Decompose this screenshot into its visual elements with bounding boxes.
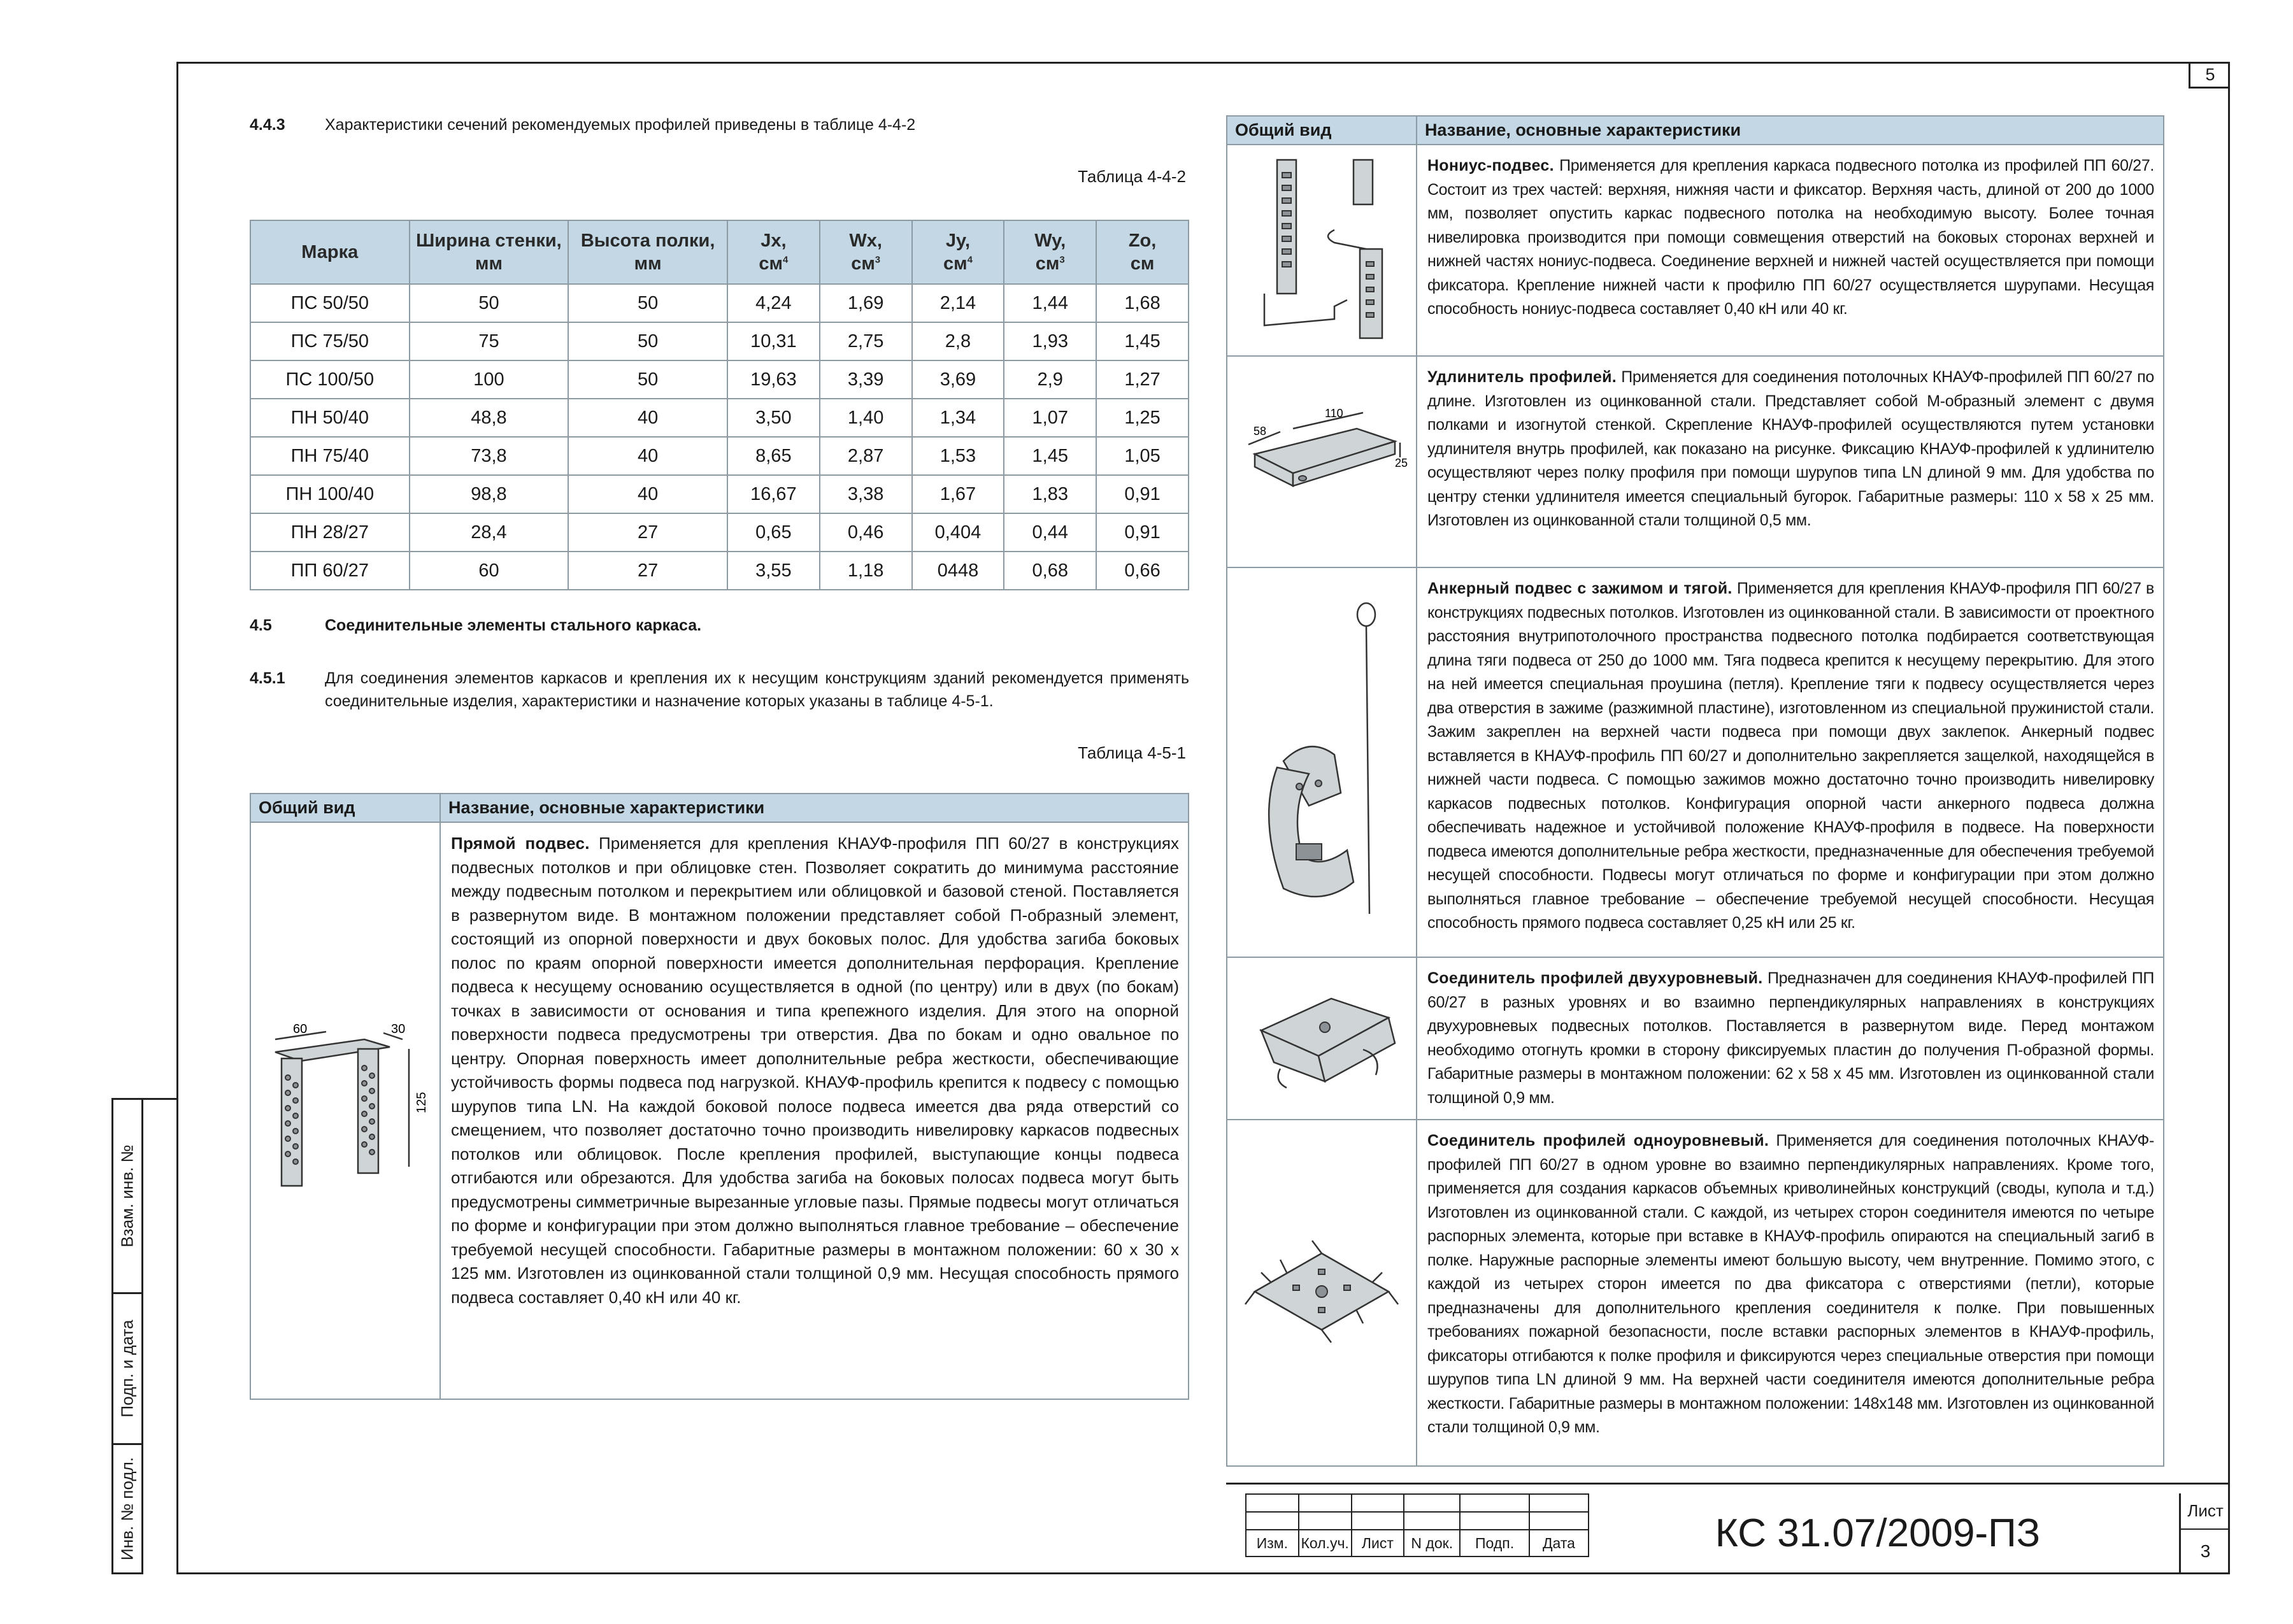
two-level-connector-description: Соединитель профилей двухуровневый. Предназначен для соединения КНАУФ-профилей ПП 60/27 в разных уровнях и во взаимно перпендикулярных направлениях в конструкциях двухуровневых подвесных потолков. Поставляется в развернутом виде. Перед монтажом необходимо отогнуть кромки в сторону фиксируемых пластин до получения П-образной формы. Габаритные размеры в монтажном положении: 62 х 58 х 45 мм. Изготовлен из оцинкованной стали толщиной 0,9 мм. — [1417, 957, 2164, 1120]
table-row — [250, 399, 1189, 437]
table-cell: 48,8 — [410, 399, 569, 437]
table-row — [250, 475, 1189, 513]
table-cell: 0,66 — [1096, 552, 1189, 590]
table-cell: 27 — [568, 513, 727, 552]
table-cell: 1,45 — [1096, 322, 1189, 360]
dim-110: 110 — [1324, 406, 1343, 420]
nonius-hanger-image — [1227, 145, 1417, 356]
col-header: Zo, см — [1096, 220, 1189, 284]
table-cell: 10,31 — [727, 322, 820, 360]
table-cell: 8,65 — [727, 437, 820, 475]
col-header-name: Название, основные характеристики — [440, 794, 1189, 822]
one-level-connector-icon — [1236, 1228, 1408, 1355]
dim-depth: 30 — [390, 1022, 406, 1036]
table-cell: 4,24 — [727, 284, 820, 322]
stamp-header: Изм. — [1246, 1530, 1299, 1556]
stamp-header: Дата — [1529, 1530, 1589, 1556]
table-cell: 40 — [568, 399, 727, 437]
side-stamp-inventory: Инв. № подл. — [111, 1443, 143, 1574]
table-cell: 50 — [410, 284, 569, 322]
extender-description: Удлинитель профилей. Применяется для соединения потолочных КНАУФ-профилей ПП 60/27 по длине. Изготовлен из оцинкованной стали. Представляет собой М-образный элемент с двумя полками и изогнутой стенкой. Скрепление КНАУФ-профилей осуществляются путем установки удлинителя внутрь профилей, как показано на рисунке. Фиксацию КНАУФ-профилей к удлинителю осуществляют через полку профиля при помощи шурупов типа LN длиной 9 мм. Для удобства по центру стенки удлинителя имеется специальный бугорок. Габаритные размеры: 110 х 58 х 25 мм. Изготовлен из оцинкованной стали толщиной 0,5 мм. — [1417, 356, 2164, 567]
table-cell: 2,87 — [820, 437, 912, 475]
table-cell: 1,34 — [912, 399, 1004, 437]
extender-image — [1227, 356, 1417, 567]
two-level-connector-image — [1227, 957, 1417, 1120]
direct-hanger-description: Прямой подвес. Применяется для крепления КНАУФ-профиля ПП 60/27 в конструкциях подвесных потолков и при облицовке стен. Позволяет сократить до минимума расстояние между подвесным потолком и перекрытием или облицовкой и базовой стеной. Поставляется в развернутом виде. В монтажном положении представляет собой П-образный элемент, состоящий из опорной поверхности и двух боковых полос. Для удобства загиба боковых полос по краям опорной поверхности имеется дополнительная перфорация. Крепление подвеса к несущему основанию осуществляется в одной (по центру) или в двух (по бокам) точках в зависимости от основания и типа крепежного изделия. Для этого на опорной поверхности подвеса предусмотрены три отверстия. Два по бокам и одно овальное по центру. Опорная поверхность имеет дополнительные ребра жесткости, обеспечивающие устойчивость формы подвеса под нагрузкой. КНАУФ-профиль крепится к подвесу с помощью шурупов типа LN. На каждой боковой полосе подвеса имеется два ряда отверстий со смещением, что позволяет достаточно точно производить нивелировку каркасов подвесных потолков или облицовок. После крепления профилей, выступающие концы подвеса отгибаются или обрезаются. Для удобства загиба на боковых полосах подвеса могут быть предусмотрены симметричные вырезанные угловые пазы. Прямые подвесы могут отличаться по форме и конфигурации при этом должно выполняться главное требование – обеспечение требуемой несущей способности. Габаритные размеры в монтажном положении: 60 х 30 х 125 мм. Изготовлен из оцинкованной стали толщиной 0,9 мм. Несущая способность прямого подвеса составляет 0,40 кН или 40 кг. — [440, 822, 1189, 1399]
profile-sections-table — [250, 220, 1189, 590]
table-cell: 0448 — [912, 552, 1004, 590]
table-cell: ПН 75/40 — [250, 437, 410, 475]
table-cell: 3,38 — [820, 475, 912, 513]
table-cell: 0,65 — [727, 513, 820, 552]
table-cell: 1,07 — [1004, 399, 1096, 437]
table-cell: 3,69 — [912, 360, 1004, 399]
profile-extender-icon — [1236, 403, 1408, 518]
table-cell: 0,68 — [1004, 552, 1096, 590]
side-stamp-line — [141, 1098, 176, 1100]
col-header-name: Название, основные характеристики — [1417, 116, 2164, 145]
table-cell: 98,8 — [410, 475, 569, 513]
table-cell: 0,46 — [820, 513, 912, 552]
page-number: 5 — [2189, 62, 2230, 89]
sheet-label: Лист — [2181, 1493, 2230, 1530]
table-cell: 1,45 — [1004, 437, 1096, 475]
table-cell: 40 — [568, 475, 727, 513]
direct-hanger-icon — [256, 1014, 434, 1205]
col-header-view: Общий вид — [1227, 116, 1417, 145]
stamp-header: Лист — [1352, 1530, 1404, 1556]
table-cell: 28,4 — [410, 513, 569, 552]
title-block-revisions — [1245, 1493, 1589, 1557]
table-cell: ПН 50/40 — [250, 399, 410, 437]
nonius-hanger-icon — [1239, 147, 1404, 351]
table-cell: 2,9 — [1004, 360, 1096, 399]
table-cell: 1,27 — [1096, 360, 1189, 399]
nonius-hanger-description: Нониус-подвес. Применяется для крепления каркаса подвесного потолка из профилей ПП 60/27. Состоит из трех частей: верхняя, нижняя части и фиксатор. Верхняя часть, длиной от 200 до 1000 мм, позволяет опустить каркас подвесного потолка на необходимую высоту. Более точная нивелировка производится при помощи совмещения отверстий на боковых сторонах верхней и нижней частях нониус-подвеса. Соединение верхней и нижней частей осуществляется при помощи фиксатора. Крепление нижней части к профилю ПП 60/27 осуществляется шурупами. Несущая способность нониус-подвеса составляет 0,40 кН или 40 кг. — [1417, 145, 2164, 356]
col-header: Jy, $см^4$ — [912, 220, 1004, 284]
table-cell: 0,404 — [912, 513, 1004, 552]
stamp-header: N док. — [1404, 1530, 1460, 1556]
table-cell: 50 — [568, 360, 727, 399]
table-cell: 1,53 — [912, 437, 1004, 475]
two-level-connector-icon — [1236, 973, 1408, 1100]
one-level-connector-image — [1227, 1120, 1417, 1466]
table-cell: 3,39 — [820, 360, 912, 399]
table-cell: 40 — [568, 437, 727, 475]
table-cell: ПН 100/40 — [250, 475, 410, 513]
table-cell: 0,44 — [1004, 513, 1096, 552]
col-header: Марка — [250, 220, 410, 284]
table-4-4-2-caption: Таблица 4-4-2 — [1078, 167, 1186, 186]
table-row — [250, 513, 1189, 552]
table-cell: 75 — [410, 322, 569, 360]
table-cell: 50 — [568, 322, 727, 360]
col-header-view: Общий вид — [250, 794, 440, 822]
table-cell: 100 — [410, 360, 569, 399]
col-header: Jx, $см^4$ — [727, 220, 820, 284]
table-cell: 1,05 — [1096, 437, 1189, 475]
table-cell: 1,40 — [820, 399, 912, 437]
table-cell: 0,91 — [1096, 513, 1189, 552]
stamp-header: Кол.уч. — [1299, 1530, 1352, 1556]
table-cell: 2,14 — [912, 284, 1004, 322]
table-cell: 50 — [568, 284, 727, 322]
section-4-4-3: 4.4.3 Характеристики сечений рекомендуемых профилей приведены в таблице 4-4-2 — [250, 116, 916, 134]
table-cell: ПС 75/50 — [250, 322, 410, 360]
table-row — [250, 284, 1189, 322]
table-4-5-1-caption: Таблица 4-5-1 — [1078, 743, 1186, 762]
table-cell: 1,69 — [820, 284, 912, 322]
anchor-hanger-image — [1227, 567, 1417, 957]
table-cell: 1,67 — [912, 475, 1004, 513]
table-cell: 2,8 — [912, 322, 1004, 360]
sheet-box — [2179, 1493, 2230, 1574]
connectors-table-right — [1226, 115, 2164, 1467]
col-header: Wy, $см^3$ — [1004, 220, 1096, 284]
col-header: Высота полки, мм — [568, 220, 727, 284]
col-header: Wx, $см^3$ — [820, 220, 912, 284]
table-cell: 1,83 — [1004, 475, 1096, 513]
table-cell: ПС 50/50 — [250, 284, 410, 322]
direct-hanger-image — [250, 822, 440, 1399]
table-cell: 1,44 — [1004, 284, 1096, 322]
side-stamp-signature: Подп. и дата — [111, 1292, 143, 1445]
section-4-5: 4.5 Соединительные элементы стального каркаса. — [250, 616, 702, 634]
stamp-header: Подп. — [1460, 1530, 1529, 1556]
anchor-hanger-icon — [1239, 595, 1404, 927]
table-cell: 60 — [410, 552, 569, 590]
table-cell: 27 — [568, 552, 727, 590]
table-row — [250, 552, 1189, 590]
dim-25: 25 — [1394, 456, 1408, 469]
side-stamp-replaced: Взам. инв. № — [111, 1098, 143, 1294]
section-4-5-1: 4.5.1 Для соединения элементов каркасов и крепления их к несущим конструкциям зданий рекомендуется применять соединительные изделия, характеристики и назначение которых указаны в таблице 4-5-1. — [250, 669, 1189, 710]
table-cell: ПП 60/27 — [250, 552, 410, 590]
table-cell: 1,18 — [820, 552, 912, 590]
table-cell: 0,91 — [1096, 475, 1189, 513]
dim-width: 60 — [292, 1022, 308, 1036]
sheet-number: 3 — [2200, 1541, 2211, 1561]
col-header: Ширина стенки, мм — [410, 220, 569, 284]
one-level-connector-description: Соединитель профилей одноуровневый. Применяется для соединения потолочных КНАУФ-профилей ПП 60/27 в одном уровне во взаимно перпендикулярных направлениях. Кроме того, применяется для создания каркасов объемных криволинейных конструкций (своды, купола и т.д.) Изготовлен из оцинкованной стали. С каждой, из четырех сторон соединителя имеются по четыре распорных элемента, которые при вставке в КНАУФ-профиль опираются на специальный загиб в полке. Наружные распорные элементы имеют большую высоту, чем внутренние. Помимо этого, с каждой из четырех сторон имеется по два фиксатора с отверстиями (петли), которые предназначены для дополнительного крепления соединителя к полке. При повышенных требованиях пожарной безопасности, после вставки распорных элементов в КНАУФ-профиль, фиксаторы отгибаются к полке профиля и фиксируются через специальные отверстия при помощи шурупов типа LN длиной 9 мм. На верхней части соединителя имеются дополнительные ребра жесткости. Габаритные размеры в монтажном положении: 148х148 мм. Изготовлен из оцинкованной стали толщиной 0,9 мм. — [1417, 1120, 2164, 1466]
dim-height: 125 — [414, 1092, 429, 1113]
dim-58: 58 — [1253, 424, 1266, 438]
table-cell: 1,68 — [1096, 284, 1189, 322]
table-cell: 73,8 — [410, 437, 569, 475]
table-cell: ПН 28/27 — [250, 513, 410, 552]
table-cell: 2,75 — [820, 322, 912, 360]
connectors-table-left — [250, 793, 1189, 1400]
table-cell: ПС 100/50 — [250, 360, 410, 399]
document-code: КС 31.07/2009-ПЗ — [1715, 1511, 2041, 1555]
table-cell: 3,50 — [727, 399, 820, 437]
table-cell: 1,25 — [1096, 399, 1189, 437]
table-cell: 19,63 — [727, 360, 820, 399]
table-cell: 16,67 — [727, 475, 820, 513]
title-block-border — [1226, 1483, 2230, 1485]
anchor-hanger-description: Анкерный подвес с зажимом и тягой. Применяется для крепления КНАУФ-профиля ПП 60/27 в конструкциях подвесных потолков. Изготовлен из оцинкованной стали. В зависимости от проектного расстояния внутрипотолочного пространства подвесного потолка подбирается соответствующая длина тяги подвеса от 250 до 1000 мм. Тяга подвеса крепится к несущему перекрытию. Для этого на ней имеется специальная проушина (петля). Крепление тяги к подвесу осуществляется через два отверстия в зажиме (разжимной пластине), изготовленном из специальной пружинистой стали. Зажим закреплен на верхней части подвеса при помощи двух заклепок. Анкерный подвес вставляется в КНАУФ-профиль ПП 60/27 и дополнительно закрепляется защелкой, находящейся в нижней части подвеса. С помощью зажимов можно достаточно точно производить нивелировку каркасов подвесных потолков. Конфигурация опорной части анкерного подвеса должна обеспечивать надежное и устойчивой положение КНАУФ-профиля в подвесе. На поверхности подвеса имеются дополнительные ребра жесткости, предназначенные для обеспечения требуемой несущей способности. Подвесы могут отличаться по форме и конфигурации при этом должно выполняться главное требование – обеспечение требуемой несущей способности. Несущая способность прямого подвеса составляет 0,25 кН или 25 кг. — [1417, 567, 2164, 957]
table-row — [250, 360, 1189, 399]
table-cell: 1,93 — [1004, 322, 1096, 360]
table-row — [250, 322, 1189, 360]
table-cell: 3,55 — [727, 552, 820, 590]
table-row — [250, 437, 1189, 475]
